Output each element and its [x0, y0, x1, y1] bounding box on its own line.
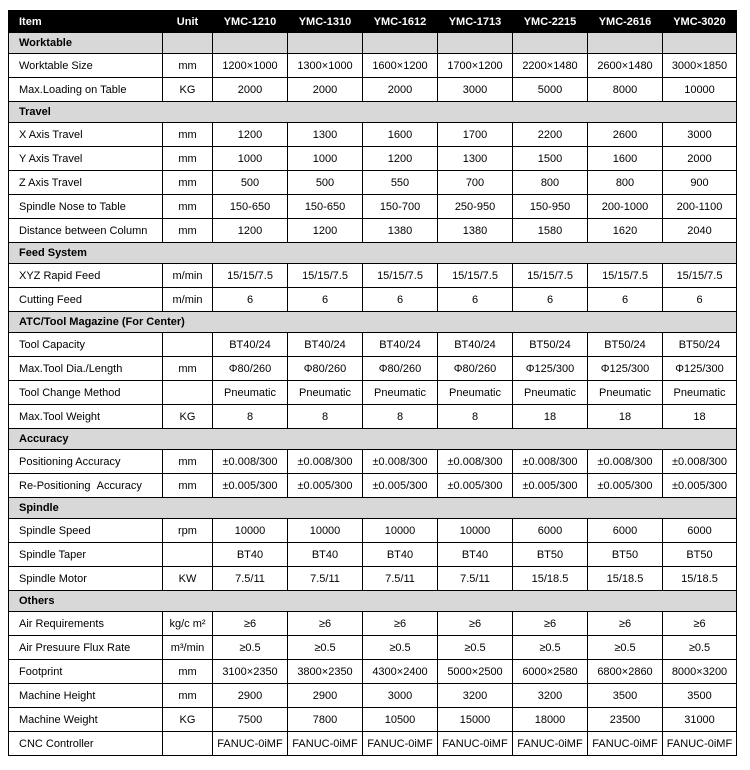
value-cell: ±0.008/300 [288, 450, 363, 474]
value-cell: 7.5/11 [363, 567, 438, 591]
value-cell: 7.5/11 [213, 567, 288, 591]
item-cell: Machine Height [9, 684, 163, 708]
value-cell: 6 [363, 288, 438, 312]
value-cell: 6 [438, 288, 513, 312]
value-cell: ±0.005/300 [363, 474, 438, 498]
value-cell: 10000 [663, 78, 737, 102]
value-cell: 800 [513, 171, 588, 195]
section-title: Feed System [9, 243, 737, 264]
section-empty-cell [163, 33, 213, 54]
value-cell: 15/15/7.5 [513, 264, 588, 288]
table-row [9, 567, 737, 591]
unit-cell: mm [163, 123, 213, 147]
unit-cell: KG [163, 78, 213, 102]
value-cell: ±0.005/300 [663, 474, 737, 498]
value-cell: 1600 [363, 123, 438, 147]
value-cell: 31000 [663, 708, 737, 732]
unit-cell [163, 732, 213, 756]
unit-cell: m³/min [163, 636, 213, 660]
table-row [9, 660, 737, 684]
value-cell: 18 [513, 405, 588, 429]
item-cell: Air Presuure Flux Rate [9, 636, 163, 660]
table-row [9, 450, 737, 474]
section-empty-cell [663, 33, 737, 54]
value-cell: BT40 [438, 543, 513, 567]
value-cell: ≥0.5 [438, 636, 513, 660]
value-cell: 2000 [213, 78, 288, 102]
value-cell: ±0.008/300 [513, 450, 588, 474]
value-cell: 3000 [663, 123, 737, 147]
item-cell: Positioning Accuracy [9, 450, 163, 474]
value-cell: ≥6 [663, 612, 737, 636]
table-row [9, 381, 737, 405]
header-item: Item [9, 11, 163, 33]
value-cell: ≥6 [363, 612, 438, 636]
table-row [9, 732, 737, 756]
value-cell: 1600 [588, 147, 663, 171]
value-cell: 200-1000 [588, 195, 663, 219]
unit-cell [163, 543, 213, 567]
section-empty-cell [213, 33, 288, 54]
value-cell: ±0.005/300 [213, 474, 288, 498]
table-row [9, 333, 737, 357]
value-cell: 1000 [288, 147, 363, 171]
value-cell: 10500 [363, 708, 438, 732]
value-cell: 2200×1480 [513, 54, 588, 78]
section-row [9, 591, 737, 612]
value-cell: BT50 [513, 543, 588, 567]
value-cell: Pneumatic [213, 381, 288, 405]
item-cell: XYZ Rapid Feed [9, 264, 163, 288]
value-cell: BT50/24 [588, 333, 663, 357]
table-row [9, 147, 737, 171]
value-cell: 3800×2350 [288, 660, 363, 684]
value-cell: 1300 [288, 123, 363, 147]
unit-cell: KG [163, 405, 213, 429]
item-cell: X Axis Travel [9, 123, 163, 147]
value-cell: 15/15/7.5 [438, 264, 513, 288]
value-cell: 150-700 [363, 195, 438, 219]
value-cell: 3000 [363, 684, 438, 708]
value-cell: ≥6 [513, 612, 588, 636]
value-cell: ≥0.5 [588, 636, 663, 660]
table-row [9, 543, 737, 567]
table-row [9, 54, 737, 78]
value-cell: ±0.005/300 [513, 474, 588, 498]
value-cell: 2040 [663, 219, 737, 243]
table-row [9, 357, 737, 381]
value-cell: 8 [288, 405, 363, 429]
value-cell: 500 [288, 171, 363, 195]
value-cell: 18000 [513, 708, 588, 732]
item-cell: Distance between Column [9, 219, 163, 243]
table-row [9, 636, 737, 660]
header-model: YMC-1713 [438, 11, 513, 33]
item-cell: Spindle Nose to Table [9, 195, 163, 219]
header-model: YMC-2215 [513, 11, 588, 33]
value-cell: BT40/24 [288, 333, 363, 357]
value-cell: ≥6 [588, 612, 663, 636]
value-cell: 1580 [513, 219, 588, 243]
value-cell: 1300 [438, 147, 513, 171]
value-cell: 3200 [438, 684, 513, 708]
value-cell: 1200 [363, 147, 438, 171]
spec-table-head [9, 11, 737, 33]
value-cell: Pneumatic [588, 381, 663, 405]
value-cell: 5000 [513, 78, 588, 102]
table-row [9, 405, 737, 429]
item-cell: Max.Tool Weight [9, 405, 163, 429]
table-row [9, 612, 737, 636]
value-cell: 2600 [588, 123, 663, 147]
value-cell: 15/18.5 [588, 567, 663, 591]
value-cell: Pneumatic [513, 381, 588, 405]
value-cell: FANUC-0iMF [588, 732, 663, 756]
value-cell: 15/15/7.5 [663, 264, 737, 288]
value-cell: 15/15/7.5 [588, 264, 663, 288]
table-row [9, 519, 737, 543]
value-cell: 800 [588, 171, 663, 195]
item-cell: Spindle Motor [9, 567, 163, 591]
value-cell: BT40 [213, 543, 288, 567]
value-cell: 3200 [513, 684, 588, 708]
value-cell: 6 [663, 288, 737, 312]
value-cell: ≥0.5 [288, 636, 363, 660]
item-cell: Machine Weight [9, 708, 163, 732]
item-cell: Spindle Speed [9, 519, 163, 543]
value-cell: ±0.005/300 [288, 474, 363, 498]
value-cell: BT40/24 [438, 333, 513, 357]
value-cell: 500 [213, 171, 288, 195]
unit-cell: mm [163, 54, 213, 78]
header-row [9, 11, 737, 33]
item-cell: Max.Tool Dia./Length [9, 357, 163, 381]
value-cell: 7800 [288, 708, 363, 732]
value-cell: 1700 [438, 123, 513, 147]
value-cell: BT40 [288, 543, 363, 567]
value-cell: 3000×1850 [663, 54, 737, 78]
header-unit: Unit [163, 11, 213, 33]
value-cell: Pneumatic [438, 381, 513, 405]
value-cell: 1200 [213, 219, 288, 243]
value-cell: BT50/24 [513, 333, 588, 357]
value-cell: Pneumatic [663, 381, 737, 405]
spec-table-body [9, 33, 737, 756]
unit-cell: KW [163, 567, 213, 591]
unit-cell [163, 333, 213, 357]
value-cell: 1700×1200 [438, 54, 513, 78]
value-cell: 6000 [513, 519, 588, 543]
unit-cell: mm [163, 357, 213, 381]
table-row [9, 288, 737, 312]
header-model: YMC-2616 [588, 11, 663, 33]
value-cell: 1200 [288, 219, 363, 243]
value-cell: ≥0.5 [513, 636, 588, 660]
value-cell: 3100×2350 [213, 660, 288, 684]
value-cell: 15/15/7.5 [363, 264, 438, 288]
value-cell: Φ125/300 [513, 357, 588, 381]
value-cell: 6 [513, 288, 588, 312]
value-cell: 10000 [213, 519, 288, 543]
value-cell: ≥6 [213, 612, 288, 636]
table-row [9, 123, 737, 147]
table-row [9, 264, 737, 288]
table-row [9, 219, 737, 243]
section-empty-cell [588, 33, 663, 54]
value-cell: Φ125/300 [588, 357, 663, 381]
value-cell: ±0.005/300 [438, 474, 513, 498]
value-cell: 5000×2500 [438, 660, 513, 684]
value-cell: 1380 [438, 219, 513, 243]
item-cell: Spindle Taper [9, 543, 163, 567]
value-cell: ±0.008/300 [588, 450, 663, 474]
value-cell: ±0.008/300 [363, 450, 438, 474]
table-row [9, 684, 737, 708]
value-cell: BT50/24 [663, 333, 737, 357]
item-cell: Re-Positioning Accuracy [9, 474, 163, 498]
value-cell: 8 [213, 405, 288, 429]
value-cell: 200-1100 [663, 195, 737, 219]
value-cell: 18 [588, 405, 663, 429]
value-cell: 150-650 [213, 195, 288, 219]
section-title: Accuracy [9, 429, 737, 450]
section-title: Others [9, 591, 737, 612]
machine-spec-table [8, 10, 737, 756]
value-cell: FANUC-0iMF [363, 732, 438, 756]
section-title: ATC/Tool Magazine (For Center) [9, 312, 737, 333]
value-cell: BT40/24 [363, 333, 438, 357]
item-cell: Tool Capacity [9, 333, 163, 357]
value-cell: 1200×1000 [213, 54, 288, 78]
section-empty-cell [513, 33, 588, 54]
table-row [9, 78, 737, 102]
value-cell: 1300×1000 [288, 54, 363, 78]
header-model: YMC-3020 [663, 11, 737, 33]
value-cell: 23500 [588, 708, 663, 732]
value-cell: 1380 [363, 219, 438, 243]
value-cell: FANUC-0iMF [288, 732, 363, 756]
section-empty-cell [363, 33, 438, 54]
item-cell: Air Requirements [9, 612, 163, 636]
value-cell: 10000 [288, 519, 363, 543]
section-row [9, 312, 737, 333]
value-cell: FANUC-0iMF [663, 732, 737, 756]
value-cell: Φ80/260 [363, 357, 438, 381]
value-cell: Φ80/260 [213, 357, 288, 381]
unit-cell: mm [163, 684, 213, 708]
value-cell: 1000 [213, 147, 288, 171]
unit-cell: mm [163, 219, 213, 243]
value-cell: 15000 [438, 708, 513, 732]
unit-cell: mm [163, 660, 213, 684]
value-cell: 6 [588, 288, 663, 312]
unit-cell: m/min [163, 288, 213, 312]
value-cell: Pneumatic [288, 381, 363, 405]
value-cell: 250-950 [438, 195, 513, 219]
value-cell: 10000 [363, 519, 438, 543]
value-cell: 1600×1200 [363, 54, 438, 78]
value-cell: Φ80/260 [288, 357, 363, 381]
value-cell: 6000 [663, 519, 737, 543]
value-cell: 700 [438, 171, 513, 195]
section-empty-cell [438, 33, 513, 54]
value-cell: 6 [288, 288, 363, 312]
value-cell: BT50 [588, 543, 663, 567]
value-cell: 15/15/7.5 [213, 264, 288, 288]
table-row [9, 474, 737, 498]
section-title: Spindle [9, 498, 737, 519]
section-row [9, 498, 737, 519]
item-cell: Y Axis Travel [9, 147, 163, 171]
value-cell: 6000×2580 [513, 660, 588, 684]
item-cell: Worktable Size [9, 54, 163, 78]
table-row [9, 708, 737, 732]
value-cell: 6800×2860 [588, 660, 663, 684]
value-cell: 2000 [363, 78, 438, 102]
value-cell: 6 [213, 288, 288, 312]
value-cell: 150-950 [513, 195, 588, 219]
value-cell: ±0.005/300 [588, 474, 663, 498]
unit-cell: mm [163, 147, 213, 171]
section-row [9, 429, 737, 450]
value-cell: 150-650 [288, 195, 363, 219]
header-model: YMC-1310 [288, 11, 363, 33]
value-cell: 900 [663, 171, 737, 195]
value-cell: ±0.008/300 [438, 450, 513, 474]
value-cell: 7.5/11 [288, 567, 363, 591]
value-cell: ≥6 [438, 612, 513, 636]
unit-cell: mm [163, 195, 213, 219]
value-cell: Φ125/300 [663, 357, 737, 381]
value-cell: 3000 [438, 78, 513, 102]
value-cell: 2900 [288, 684, 363, 708]
section-row [9, 243, 737, 264]
value-cell: 7.5/11 [438, 567, 513, 591]
value-cell: ±0.008/300 [663, 450, 737, 474]
value-cell: 15/18.5 [663, 567, 737, 591]
unit-cell: m/min [163, 264, 213, 288]
section-title: Travel [9, 102, 737, 123]
item-cell: Cutting Feed [9, 288, 163, 312]
value-cell: 10000 [438, 519, 513, 543]
unit-cell: mm [163, 474, 213, 498]
value-cell: 8 [363, 405, 438, 429]
value-cell: ≥0.5 [663, 636, 737, 660]
value-cell: FANUC-0iMF [513, 732, 588, 756]
value-cell: 1500 [513, 147, 588, 171]
header-model: YMC-1210 [213, 11, 288, 33]
value-cell: 2000 [288, 78, 363, 102]
item-cell: Max.Loading on Table [9, 78, 163, 102]
unit-cell: kg/c m² [163, 612, 213, 636]
value-cell: 2200 [513, 123, 588, 147]
value-cell: ≥0.5 [213, 636, 288, 660]
table-row [9, 195, 737, 219]
value-cell: BT40 [363, 543, 438, 567]
value-cell: BT40/24 [213, 333, 288, 357]
value-cell: 3500 [663, 684, 737, 708]
value-cell: 550 [363, 171, 438, 195]
value-cell: ≥0.5 [363, 636, 438, 660]
value-cell: 15/18.5 [513, 567, 588, 591]
value-cell: 15/15/7.5 [288, 264, 363, 288]
item-cell: CNC Controller [9, 732, 163, 756]
item-cell: Tool Change Method [9, 381, 163, 405]
value-cell: BT50 [663, 543, 737, 567]
value-cell: 2600×1480 [588, 54, 663, 78]
value-cell: 8 [438, 405, 513, 429]
table-row [9, 171, 737, 195]
value-cell: Φ80/260 [438, 357, 513, 381]
item-cell: Footprint [9, 660, 163, 684]
unit-cell: KG [163, 708, 213, 732]
value-cell: 2000 [663, 147, 737, 171]
unit-cell: rpm [163, 519, 213, 543]
header-model: YMC-1612 [363, 11, 438, 33]
value-cell: FANUC-0iMF [213, 732, 288, 756]
value-cell: 1200 [213, 123, 288, 147]
value-cell: 8000 [588, 78, 663, 102]
section-row [9, 33, 737, 54]
value-cell: 2900 [213, 684, 288, 708]
value-cell: 7500 [213, 708, 288, 732]
section-title: Worktable [9, 33, 163, 54]
value-cell: 8000×3200 [663, 660, 737, 684]
section-row [9, 102, 737, 123]
unit-cell: mm [163, 450, 213, 474]
value-cell: 3500 [588, 684, 663, 708]
value-cell: 18 [663, 405, 737, 429]
unit-cell: mm [163, 171, 213, 195]
value-cell: Pneumatic [363, 381, 438, 405]
value-cell: ≥6 [288, 612, 363, 636]
value-cell: 4300×2400 [363, 660, 438, 684]
item-cell: Z Axis Travel [9, 171, 163, 195]
unit-cell [163, 381, 213, 405]
value-cell: 1620 [588, 219, 663, 243]
value-cell: 6000 [588, 519, 663, 543]
section-empty-cell [288, 33, 363, 54]
value-cell: FANUC-0iMF [438, 732, 513, 756]
value-cell: ±0.008/300 [213, 450, 288, 474]
